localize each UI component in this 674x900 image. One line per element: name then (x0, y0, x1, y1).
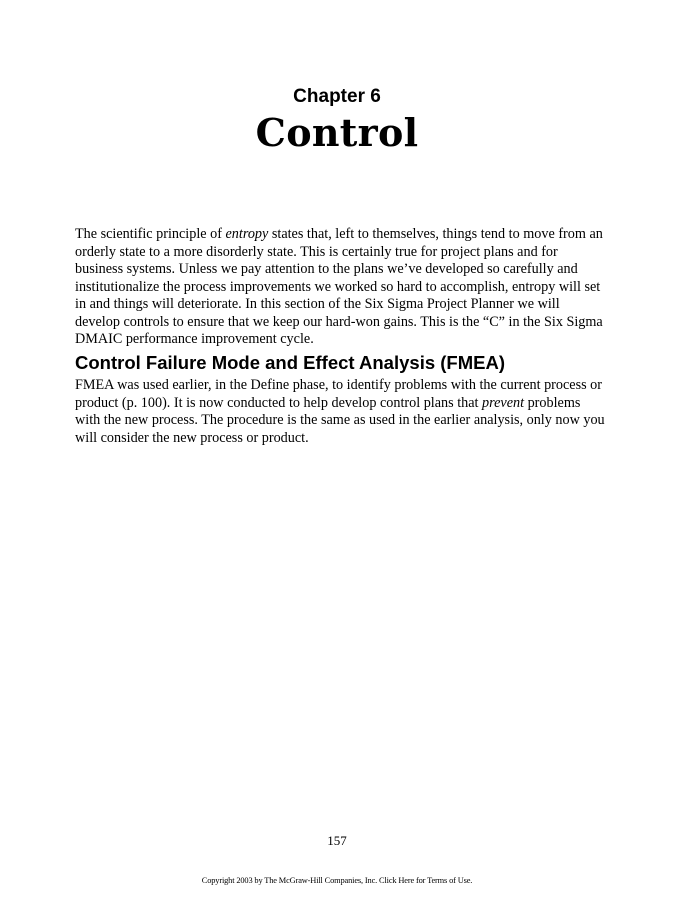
copyright-link[interactable]: Copyright 2003 by The McGraw-Hill Companies, Inc. Click Here for Terms of Use. (201, 876, 473, 885)
intro-paragraph (75, 226, 605, 349)
section-paragraph (75, 377, 605, 447)
page-number: 157 (327, 833, 347, 848)
intro-emphasis: entropy (225, 226, 269, 242)
intro-text-end: states that, left to themselves, things tend to move from an orderly state to a more disorderly state. This is certainly true for project plans and for business systems. Unless we pay attention to the plans we’ve developed so carefully and institutionalize the process improvements we worked so hard to accomplish, entropy will set in and things will deteriorate. In this section of the Six Sigma Project Planner we will develop controls to ensure that we keep our hard-won gains. This is the “C” in the Six Sigma DMAIC performance improvement cycle. (75, 226, 603, 347)
section-heading: Control Failure Mode and Effect Analysis (FMEA) (75, 352, 505, 373)
chapter-title: Control (255, 110, 419, 155)
section-text-end: problems with the new process. The procedure is the same as used in the earlier analysis, only now you will consider the new process or product. (75, 394, 605, 446)
chapter-label: Chapter 6 (293, 86, 381, 107)
section-emphasis: prevent (482, 394, 525, 411)
intro-text-start: The scientific principle of (75, 226, 226, 242)
section-text-start: FMEA was used earlier, in the Define phase, to identify problems with the current process or product (p. 100). It is now conducted to help develop control plans that (75, 377, 602, 411)
